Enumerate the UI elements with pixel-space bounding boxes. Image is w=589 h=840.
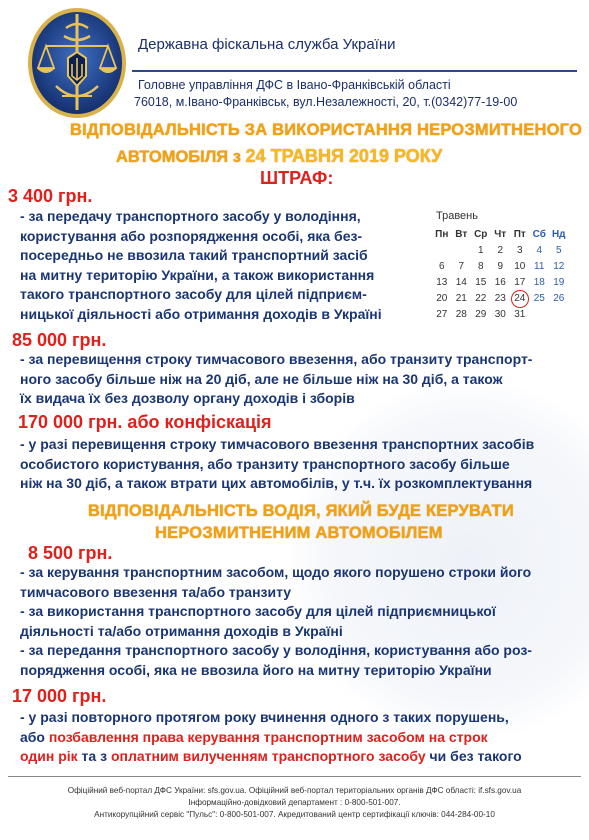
calendar-day: 31	[514, 309, 526, 320]
calendar-day: 15	[475, 277, 487, 288]
fine3-line: особистого користування, або транзиту транспортного засобу більше	[20, 455, 510, 472]
calendar-day: 16	[494, 277, 506, 288]
fine4-line: порядження особі, яка не ввозила його на митну територію України	[20, 661, 492, 678]
calendar-day-highlighted: 24	[510, 292, 530, 306]
calendar-day: 23	[494, 293, 506, 304]
fine3-line: - у разі перевищення строку тимчасового ввезення транспортних засобів	[20, 436, 535, 452]
fine2-line: їх видача їх без дозволу органу доходів і зборів	[20, 390, 355, 406]
calendar-day: 11	[534, 261, 545, 272]
footer-line2: Інформаційно-довідковий департамент : 0-800-501-007.	[188, 798, 401, 807]
calendar-day: 30	[494, 309, 506, 320]
calendar-day: 14	[455, 277, 467, 288]
fine1-line: - за передачу транспортного засобу у володіння,	[20, 208, 361, 224]
footer-line3: Антикорупційний сервіс "Пульс": 0-800-501-007. Акредитований центр сертифікації ключів: 044-284-00-10	[94, 810, 495, 819]
main-title-line1: ВІДПОВІДАЛЬНІСТЬ ЗА ВИКОРИСТАННЯ НЕРОЗМИТНЕНОГО	[70, 121, 583, 139]
header-divider	[132, 70, 577, 72]
calendar-day: 20	[436, 293, 448, 304]
main-title-line2	[116, 146, 442, 167]
calendar-day	[452, 244, 472, 258]
fine1-line: ницької діяльності або отримання доходів в Україні	[20, 305, 382, 322]
fine3-line: ніж на 30 діб, а також втрати цих автомобілів, у т.ч. їх розкомплектування	[20, 475, 533, 491]
dfs-emblem-logo	[26, 6, 128, 120]
calendar-day: 18	[533, 277, 545, 288]
fine3-amount: 170 000 грн. або конфіскація	[18, 412, 272, 432]
calendar-day: 9	[497, 261, 504, 272]
fine5-line: - у разі повторного протягом року вчинення одного з таких порушень,	[20, 709, 509, 725]
calendar-day: 7	[458, 261, 465, 272]
calendar-day: 25	[533, 293, 545, 304]
calendar-may	[430, 210, 580, 328]
calendar-day	[549, 308, 569, 322]
calendar-month: Травень	[436, 210, 478, 222]
calendar-day: 8	[477, 261, 484, 272]
calendar-day: 28	[455, 309, 467, 320]
fine4-line: - за передання транспортного засобу у володіння, користування або роз-	[20, 642, 532, 658]
fine5-text: та з	[77, 748, 111, 764]
main-title-line2-text: АВТОМОБІЛЯ з	[116, 148, 246, 166]
fine5-line	[20, 747, 522, 767]
fine4-amount: 8 500 грн.	[28, 543, 113, 563]
driver-title-line1: ВІДПОВІДАЛЬНІСТЬ ВОДІЯ, ЯКИЙ БУДЕ КЕРУВАТИ	[88, 502, 514, 520]
calendar-weekday: Нд	[551, 229, 566, 240]
fine4-line: діяльності та/або отримання доходів в Україні	[20, 622, 343, 639]
footer-line1: Офіційний веб-портал ДФС України: sfs.gov.ua. Офіційний веб-портал територіальних органів ДФС області: if.sfs.gov.ua	[67, 786, 522, 795]
calendar-day: 1	[477, 245, 484, 256]
fine5-highlight: один рік	[20, 748, 78, 764]
calendar-day: 5	[555, 245, 562, 256]
calendar-day: 3	[516, 245, 523, 256]
fine1-line: посередньо не ввозила такий транспортний засіб	[20, 247, 368, 263]
calendar-day: 4	[536, 245, 543, 256]
calendar-weekday: Вт	[455, 229, 468, 240]
footer-divider	[8, 776, 581, 777]
calendar-weekday: Пн	[435, 229, 449, 240]
calendar-day: 12	[553, 261, 565, 272]
fine1-amount: 3 400 грн.	[8, 186, 93, 206]
calendar-day: 10	[514, 261, 526, 272]
calendar-day: 13	[436, 277, 448, 288]
calendar-weekday: Ср	[474, 229, 488, 240]
fine2-description	[20, 350, 532, 409]
calendar-weekday: Сб	[532, 229, 546, 240]
main-title-date: 24 ТРАВНЯ 2019 РОКУ	[245, 146, 443, 166]
calendar-day	[530, 308, 550, 322]
fine-label: ШТРАФ:	[260, 168, 334, 188]
calendar-day: 2	[497, 245, 504, 256]
org-name: Державна фіскальна служба України	[138, 36, 396, 53]
calendar-day: 29	[475, 309, 487, 320]
fine4-line: - за керування транспортним засобом, щодо якого порушено строки його	[20, 564, 532, 580]
calendar-day: 19	[553, 277, 565, 288]
fine4-description	[20, 563, 532, 680]
fine5-line	[20, 728, 522, 748]
calendar-day	[432, 244, 452, 258]
fine5-highlight: оплатним вилученням транспортного засобу	[110, 748, 426, 764]
fine2-line: ного засобу більше ніж на 20 діб, але не більше ніж на 30 діб, а також	[20, 370, 503, 387]
fine5-text: або	[20, 728, 49, 745]
fine1-line: такого транспортного засобу для цілей підприєм-	[20, 286, 367, 302]
fine4-line: тимчасового ввезення та/або транзиту	[20, 583, 292, 600]
fine1-line: на митну територію України, а також використання	[20, 266, 375, 283]
fine5-highlight: позбавлення права керування транспортним засобом на строк	[48, 728, 488, 745]
fine5-text: чи без такого	[425, 748, 522, 764]
fine5-description	[20, 708, 522, 767]
dept-address: 76018, м.Івано-Франківськ, вул.Незалежності, 20, т.(0342)77-19-00	[134, 95, 518, 109]
calendar-day: 21	[455, 293, 467, 304]
calendar-day: 22	[475, 293, 487, 304]
fine1-description	[20, 207, 382, 324]
calendar-day: 17	[514, 277, 526, 288]
fine1-line: користування або розпорядження особі, яка без-	[20, 227, 363, 244]
calendar-grid	[432, 228, 580, 322]
fine4-line: - за використання транспортного засобу для цілей підприємницької	[20, 603, 496, 619]
calendar-weekday: Чт	[494, 229, 507, 240]
calendar-day: 6	[438, 261, 445, 272]
fine5-amount: 17 000 грн.	[12, 686, 107, 706]
calendar-day: 26	[553, 293, 565, 304]
fine3-description	[20, 435, 534, 494]
fine2-line: - за перевищення строку тимчасового ввезення, або транзиту транспорт-	[20, 351, 533, 367]
driver-title-line2: НЕРОЗМИТНЕНИМ АВТОМОБІЛЕМ	[155, 524, 443, 542]
calendar-weekday: Пт	[513, 229, 526, 240]
fine2-amount: 85 000 грн.	[12, 330, 107, 350]
dept-name: Головне управління ДФС в Івано-Франківській області	[138, 78, 451, 92]
calendar-day: 27	[436, 309, 448, 320]
